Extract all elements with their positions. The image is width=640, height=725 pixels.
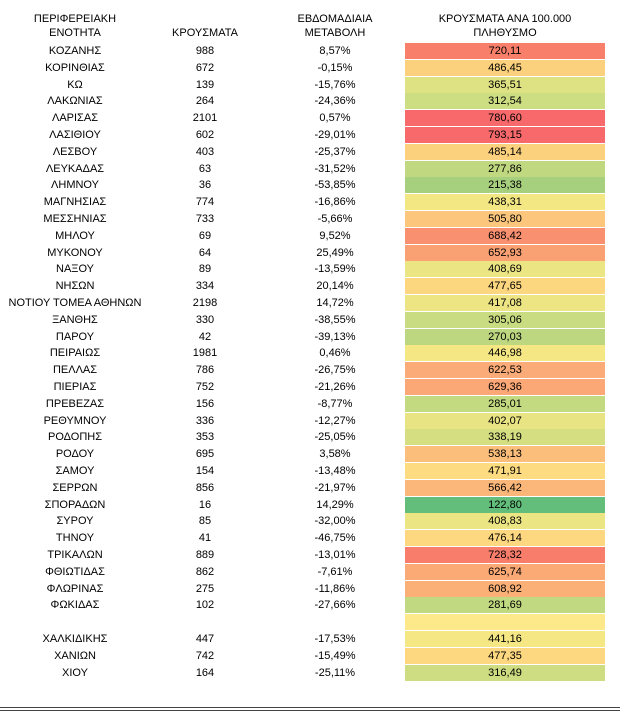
cell-region: ΣΑΜΟΥ xyxy=(55,465,95,477)
cell-cases: 264 xyxy=(195,95,215,108)
cell-cases: 330 xyxy=(195,313,215,326)
table-row xyxy=(0,312,640,328)
table-row xyxy=(0,295,640,311)
table-row xyxy=(0,211,640,227)
cell-cases-per-100k: 476,14 xyxy=(405,530,605,546)
cell-cases: 85 xyxy=(198,515,212,528)
cell-cases: 672 xyxy=(195,61,215,74)
cell-weekly-change: -12,27% xyxy=(314,414,356,427)
cell-weekly-change: -0,15% xyxy=(317,61,353,74)
cell-cases-per-100k: 441,16 xyxy=(405,631,605,647)
table-row xyxy=(0,345,640,361)
cell-region: ΠΡΕΒΕΖΑΣ xyxy=(45,397,105,410)
cell-cases: 733 xyxy=(195,213,215,225)
table-row xyxy=(0,362,640,378)
cell-cases: 856 xyxy=(195,481,215,494)
cell-cases-per-100k: 629,36 xyxy=(405,379,605,395)
cell-cases xyxy=(150,614,260,630)
cell-cases: 41 xyxy=(198,532,212,545)
cell-region: ΝΗΣΩΝ xyxy=(55,280,95,293)
cell-cases-per-100k: 277,86 xyxy=(405,161,605,177)
cell-weekly-change: 20,14% xyxy=(316,280,354,293)
cell-cases: 447 xyxy=(195,633,215,645)
table-row xyxy=(0,480,640,496)
table-row xyxy=(0,177,640,193)
table-row xyxy=(0,614,640,630)
cell-weekly-change xyxy=(270,614,400,630)
cell-cases-per-100k: 285,01 xyxy=(405,396,605,412)
cell-weekly-change: -5,66% xyxy=(317,213,353,225)
cell-weekly-change: -15,49% xyxy=(314,649,356,662)
cell-cases-per-100k: 720,11 xyxy=(405,43,605,59)
cell-cases: 164 xyxy=(195,666,215,679)
cell-weekly-change: -31,52% xyxy=(314,162,356,175)
cell-cases: 774 xyxy=(195,196,215,209)
cell-cases: 695 xyxy=(195,448,215,461)
cell-cases-per-100k: 652,93 xyxy=(405,245,605,261)
table-row xyxy=(0,665,640,681)
table-row xyxy=(0,497,640,513)
cell-cases-per-100k: 538,13 xyxy=(405,446,605,462)
cell-cases-per-100k: 485,14 xyxy=(405,144,605,160)
table-row xyxy=(0,547,640,563)
cell-cases: 154 xyxy=(195,465,215,477)
cell-weekly-change: 0,46% xyxy=(319,347,351,360)
cell-cases-per-100k: 270,03 xyxy=(405,329,605,345)
cell-cases-per-100k: 625,74 xyxy=(405,564,605,580)
cell-cases-per-100k: 566,42 xyxy=(405,480,605,496)
cell-cases: 156 xyxy=(195,397,215,410)
cell-cases-per-100k: 417,08 xyxy=(405,295,605,311)
cell-weekly-change: -38,55% xyxy=(314,313,356,326)
cell-cases: 64 xyxy=(198,246,212,259)
cell-region: ΣΕΡΡΩΝ xyxy=(52,481,98,494)
cell-region: ΦΛΩΡΙΝΑΣ xyxy=(46,582,104,595)
cell-weekly-change: -53,85% xyxy=(314,179,356,192)
cell-region: ΛΗΜΝΟΥ xyxy=(51,179,99,192)
cell-weekly-change: -26,75% xyxy=(314,364,356,377)
cell-region: ΤΡΙΚΑΛΩΝ xyxy=(47,549,103,561)
cell-cases: 334 xyxy=(195,280,215,293)
cell-cases-per-100k: 365,51 xyxy=(405,77,605,93)
cell-cases-per-100k: 688,42 xyxy=(405,228,605,244)
table-row xyxy=(0,597,640,613)
cell-region: ΠΑΡΟΥ xyxy=(55,330,95,343)
cell-region: ΛΑΣΙΘΙΟΥ xyxy=(49,129,101,141)
cell-weekly-change: -17,53% xyxy=(314,633,356,645)
cell-region: ΜΗΛΟΥ xyxy=(55,229,95,242)
cell-weekly-change: -24,36% xyxy=(314,95,356,108)
cell-region: ΛΑΡΙΣΑΣ xyxy=(51,112,98,125)
cell-weekly-change: 0,57% xyxy=(319,112,351,125)
cell-region: ΜΑΓΝΗΣΙΑΣ xyxy=(43,196,107,209)
cell-region: ΧΑΛΚΙΔΙΚΗΣ xyxy=(42,633,108,645)
cell-region: ΛΑΚΩΝΙΑΣ xyxy=(47,95,103,108)
cell-cases-per-100k: 780,60 xyxy=(405,110,605,126)
cell-cases: 752 xyxy=(195,381,215,393)
table-row xyxy=(0,161,640,177)
cell-cases-per-100k: 408,69 xyxy=(405,261,605,277)
cell-cases: 786 xyxy=(195,364,215,377)
cell-cases-per-100k: 402,07 xyxy=(405,413,605,429)
cell-region: ΡΟΔΟΥ xyxy=(55,448,95,461)
cell-cases: 1981 xyxy=(192,347,218,360)
cell-cases-per-100k xyxy=(405,614,605,630)
table-row xyxy=(0,564,640,580)
cell-weekly-change: -25,11% xyxy=(314,666,356,679)
cell-region: ΛΕΣΒΟΥ xyxy=(52,145,98,158)
cell-cases: 139 xyxy=(195,78,215,91)
cell-weekly-change: 25,49% xyxy=(316,246,354,259)
table-row xyxy=(0,43,640,59)
table-row xyxy=(0,581,640,597)
cell-cases: 16 xyxy=(198,498,212,511)
cell-cases-per-100k: 446,98 xyxy=(405,345,605,361)
cell-region: ΠΕΙΡΑΙΩΣ xyxy=(49,347,101,360)
cell-weekly-change: -25,37% xyxy=(314,145,356,158)
cell-weekly-change: -13,48% xyxy=(314,465,356,477)
cell-cases-per-100k: 505,80 xyxy=(405,211,605,227)
cell-cases: 889 xyxy=(195,549,215,561)
table-row xyxy=(0,429,640,445)
cell-cases-per-100k: 486,45 xyxy=(405,60,605,76)
table-row xyxy=(0,631,640,647)
header-cases: ΚΡΟΥΣΜΑΤΑ xyxy=(172,27,238,39)
cell-weekly-change: -8,77% xyxy=(317,397,353,410)
cell-cases-per-100k: 438,31 xyxy=(405,194,605,210)
cell-region: ΚΟΡΙΝΘΙΑΣ xyxy=(45,61,105,74)
cell-cases-per-100k: 281,69 xyxy=(405,597,605,613)
header-weekly-change: ΕΒΔΟΜΑΔΙΑΙΑ ΜΕΤΑΒΟΛΗ xyxy=(297,13,373,39)
bottom-border-top xyxy=(0,707,620,708)
table-row xyxy=(0,245,640,261)
cell-cases: 42 xyxy=(198,330,212,343)
table-row xyxy=(0,413,640,429)
table-row xyxy=(0,513,640,529)
cell-weekly-change: 14,29% xyxy=(316,498,354,511)
cell-region: ΝΟΤΙΟΥ ΤΟΜΕΑ ΑΘΗΝΩΝ xyxy=(8,297,142,309)
table-row xyxy=(0,648,640,664)
cell-cases: 89 xyxy=(198,263,212,276)
cell-cases-per-100k: 408,83 xyxy=(405,513,605,529)
cell-region: ΝΑΞΟΥ xyxy=(56,263,94,276)
cell-weekly-change: -13,59% xyxy=(314,263,356,276)
cell-weekly-change: -11,86% xyxy=(314,582,356,595)
cell-weekly-change: -15,76% xyxy=(314,78,356,91)
table-row xyxy=(0,463,640,479)
table-row xyxy=(0,144,640,160)
cell-cases: 2101 xyxy=(192,112,218,125)
bottom-border-bottom xyxy=(0,710,620,711)
table-row xyxy=(0,110,640,126)
cell-region: ΦΘΙΩΤΙΔΑΣ xyxy=(45,565,105,578)
cell-cases: 36 xyxy=(198,179,212,192)
cell-cases: 2198 xyxy=(192,297,218,309)
cell-weekly-change: -16,86% xyxy=(314,196,356,209)
cell-weekly-change: 9,52% xyxy=(319,229,351,242)
cell-region: ΠΙΕΡΙΑΣ xyxy=(53,381,97,393)
cell-cases: 63 xyxy=(198,162,212,175)
cell-cases-per-100k: 793,15 xyxy=(405,127,605,143)
cell-cases-per-100k: 477,65 xyxy=(405,278,605,294)
cell-weekly-change: 8,57% xyxy=(319,45,351,57)
cell-cases: 988 xyxy=(195,45,215,57)
cell-region: ΡΕΘΥΜΝΟΥ xyxy=(43,414,107,427)
header-region xyxy=(0,12,150,40)
table-row xyxy=(0,329,640,345)
cell-cases-per-100k: 477,35 xyxy=(405,648,605,664)
cell-weekly-change: -39,13% xyxy=(314,330,356,343)
table-row xyxy=(0,77,640,93)
cell-cases-per-100k: 305,06 xyxy=(405,312,605,328)
cell-cases-per-100k: 622,53 xyxy=(405,362,605,378)
cell-cases: 336 xyxy=(195,414,215,427)
table-row xyxy=(0,530,640,546)
cell-cases-per-100k: 312,54 xyxy=(405,93,605,109)
cell-region: ΠΕΛΛΑΣ xyxy=(52,364,98,377)
cell-weekly-change: -29,01% xyxy=(314,129,356,141)
cell-cases-per-100k: 122,80 xyxy=(405,497,605,513)
cell-region: ΤΗΝΟΥ xyxy=(55,532,95,545)
cell-cases: 69 xyxy=(198,229,212,242)
cell-region: ΚΟΖΑΝΗΣ xyxy=(48,45,102,57)
table-row xyxy=(0,60,640,76)
table-row xyxy=(0,379,640,395)
table-row xyxy=(0,194,640,210)
cell-region: ΞΑΝΘΗΣ xyxy=(52,313,98,326)
table-row xyxy=(0,127,640,143)
cell-cases: 353 xyxy=(195,431,215,444)
cell-cases: 602 xyxy=(195,129,215,141)
cell-region: ΜΥΚΟΝΟΥ xyxy=(47,246,103,259)
table-row xyxy=(0,278,640,294)
cell-region: ΧΙΟΥ xyxy=(62,666,88,679)
cell-cases: 862 xyxy=(195,565,215,578)
header-region-line: ΠΕΡΙΦΕΡΕΙΑΚΗ ΕΝΟΤΗΤΑ xyxy=(33,13,117,39)
cell-cases-per-100k: 316,49 xyxy=(405,665,605,681)
cell-cases-per-100k: 608,92 xyxy=(405,581,605,597)
cell-cases: 102 xyxy=(195,599,215,612)
cell-cases: 403 xyxy=(195,145,215,158)
header-cases-per-100k: ΚΡΟΥΣΜΑΤΑ ΑΝΑ 100.000 ΠΛΗΘΥΣΜΟ xyxy=(438,13,572,39)
cell-cases: 742 xyxy=(195,649,215,662)
cell-region: ΛΕΥΚΑΔΑΣ xyxy=(45,162,105,175)
cell-region: ΣΠΟΡΑΔΩΝ xyxy=(44,498,106,511)
cell-weekly-change: -25,05% xyxy=(314,431,356,444)
table-row xyxy=(0,261,640,277)
table-row xyxy=(0,446,640,462)
cell-region: ΜΕΣΣΗΝΙΑΣ xyxy=(43,213,107,225)
table-row xyxy=(0,396,640,412)
cell-cases: 275 xyxy=(195,582,215,595)
cell-weekly-change: -27,66% xyxy=(314,599,356,612)
cell-region: ΦΩΚΙΔΑΣ xyxy=(50,599,100,612)
cell-cases-per-100k: 215,38 xyxy=(405,177,605,193)
cell-cases-per-100k: 471,91 xyxy=(405,463,605,479)
cell-region xyxy=(0,614,150,630)
cell-weekly-change: -7,61% xyxy=(317,565,353,578)
cell-weekly-change: -21,26% xyxy=(314,381,356,393)
cell-region: ΧΑΝΙΩΝ xyxy=(54,649,96,662)
cell-region: ΣΥΡΟΥ xyxy=(56,515,94,528)
cell-weekly-change: -46,75% xyxy=(314,532,356,545)
cell-weekly-change: -13,01% xyxy=(314,549,356,561)
cell-weekly-change: -21,97% xyxy=(314,481,356,494)
table-row xyxy=(0,93,640,109)
cell-region: ΚΩ xyxy=(67,78,83,91)
cell-region: ΡΟΔΟΠΗΣ xyxy=(47,431,103,444)
cell-cases-per-100k: 338,19 xyxy=(405,429,605,445)
cell-weekly-change: -32,00% xyxy=(314,515,356,528)
table-row xyxy=(0,228,640,244)
cell-weekly-change: 14,72% xyxy=(316,297,354,309)
cell-cases-per-100k: 728,32 xyxy=(405,547,605,563)
cell-weekly-change: 3,58% xyxy=(319,448,351,461)
